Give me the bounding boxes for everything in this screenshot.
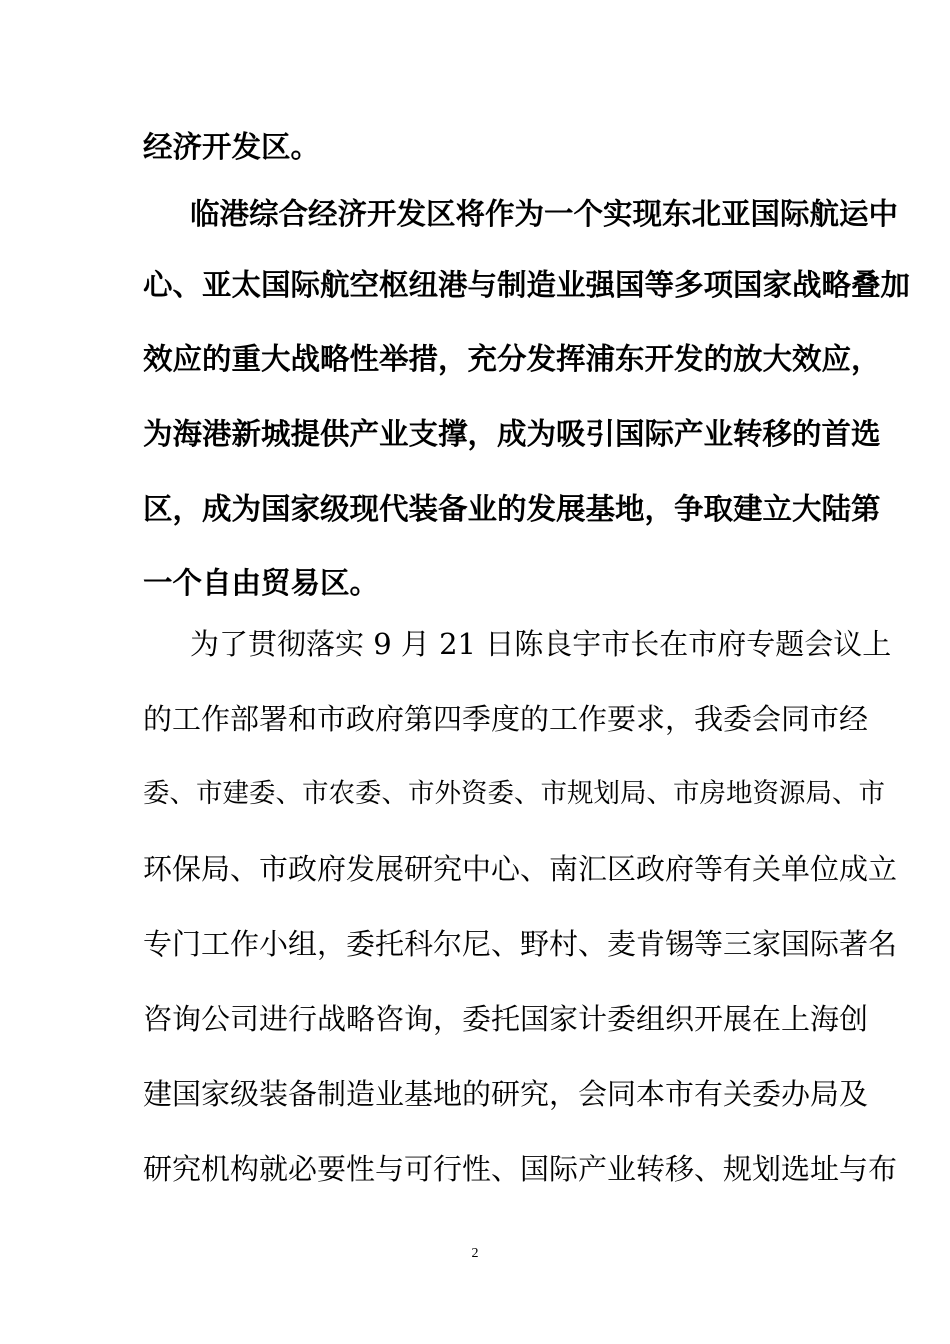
text-line-3: 心、亚太国际航空枢纽港与制造业强国等多项国家战略叠加 — [143, 268, 911, 302]
text-line-9: 的工作部署和市政府第四季度的工作要求，我委会同市经 — [143, 702, 869, 736]
text-line-7: 一个自由贸易区。 — [143, 566, 380, 600]
text-line-12: 专门工作小组，委托科尔尼、野村、麦肯锡等三家国际著名 — [143, 927, 898, 961]
text-line-2: 临港综合经济开发区将作为一个实现东北亚国际航运中 — [190, 197, 899, 231]
text-line-10: 委、市建委、市农委、市外资委、市规划局、市房地资源局、市 — [143, 778, 885, 809]
text-line-1: 经济开发区。 — [143, 130, 321, 164]
text-line-4: 效应的重大战略性举措，充分发挥浦东开发的放大效应， — [143, 342, 881, 376]
text-line-15: 研究机构就必要性与可行性、国际产业转移、规划选址与布 — [143, 1152, 898, 1186]
text-line-11: 环保局、市政府发展研究中心、南汇区政府等有关单位成立 — [143, 852, 898, 886]
text-line-14: 建国家级装备制造业基地的研究，会同本市有关委办局及 — [143, 1077, 869, 1111]
text-line-8: 为了贯彻落实 9 月 21 日陈良宇市长在市府专题会议上 — [190, 627, 892, 661]
text-line-6: 区，成为国家级现代装备业的发展基地，争取建立大陆第 — [143, 492, 881, 526]
text-line-13: 咨询公司进行战略咨询，委托国家计委组织开展在上海创 — [143, 1002, 869, 1036]
text-line-5: 为海港新城提供产业支撑，成为吸引国际产业转移的首选 — [143, 417, 881, 451]
page-number: 2 — [471, 1246, 479, 1261]
